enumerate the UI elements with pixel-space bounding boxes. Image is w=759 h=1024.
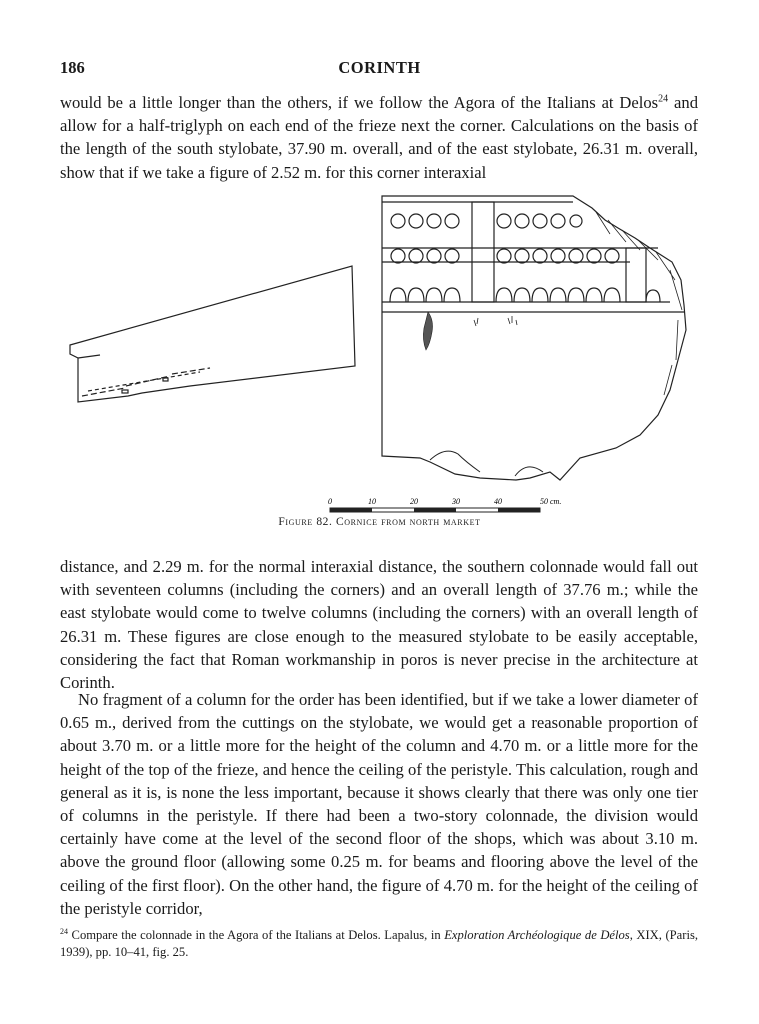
paragraph-1-text-after: and allow for a half-triglyph on each end of the frieze next the corner. Calculations on the basis of the length of the south stylobate, 37.90 m. overall, and of the east stylobate, 26.31 m. overall, show that if we take a figure of 2.52 m. for this corner interaxial — [60, 93, 698, 182]
scale-label: 0 — [328, 497, 332, 506]
paragraph-1-text: would be a little longer than the others, if we follow the Agora of the Italians at Delos — [60, 93, 659, 112]
scale-label: 10 — [368, 497, 376, 506]
paragraph-3: No fragment of a column for the order has been identified, but if we take a lower diameter of 0.65 m., derived from the cuttings on the stylobate, we would get a reasonable proportion of about 3.70 m. or a little more for the height of the column and 4.70 m. or a little more for the height of the top of the frieze, and hence the ceiling of the peristyle. This calculation, rough and general as it is, is none the less important, because it shows clearly that there was only one tier of columns in the peristyle. If there had been a two-story colonnade, the division would certainly have come at the level of the second floor of the shops, which was about 3.10 m. above the ground floor (allowing some 0.25 m. for beams and flooring above the level of the ceiling of the first floor). On the other hand, the figure of 4.70 m. for the height of the ceiling of the peristyle corridor, — [60, 690, 698, 918]
footnote-title: Exploration Archéologique de Délos — [444, 928, 630, 942]
paragraph-2: distance, and 2.29 m. for the normal interaxial distance, the southern colonnade would fall out with seventeen columns (including the corners) and an overall length of 37.76 m.; while the east stylobate would come to twelve columns (including the corners) with an overall length of 26.31 m. These figures are close enough to the measured stylobate to be easily acceptable, considering the fact that Roman workmanship in poros is never precise in the architecture at Corinth. — [60, 557, 698, 693]
footnote-text-after: , XIX, (Paris, 1939), pp. 10–41, fig. 25. — [60, 928, 698, 959]
cornice-drawing — [60, 190, 700, 520]
figure-82 — [60, 190, 700, 530]
scale-label: 30 — [452, 497, 460, 506]
cornice-elevation-drawing — [382, 196, 686, 480]
scale-bar — [328, 497, 561, 512]
footnote-number: 24 — [60, 926, 68, 936]
figure-caption: Figure 82. Cornice from north market — [278, 516, 481, 528]
footnote-text: Compare the colonnade in the Agora of the Italians at Delos. Lapalus, in — [68, 928, 445, 942]
scale-label: 20 — [410, 497, 418, 506]
footnote-ref: 24 — [658, 93, 669, 105]
running-head: CORINTH — [338, 58, 421, 77]
footnote — [60, 927, 698, 961]
cornice-profile-drawing — [70, 266, 355, 402]
scale-label: 50 cm. — [540, 497, 562, 506]
page-number: 186 — [60, 58, 85, 77]
scale-label: 40 — [494, 497, 502, 506]
paragraph-1 — [60, 91, 698, 184]
